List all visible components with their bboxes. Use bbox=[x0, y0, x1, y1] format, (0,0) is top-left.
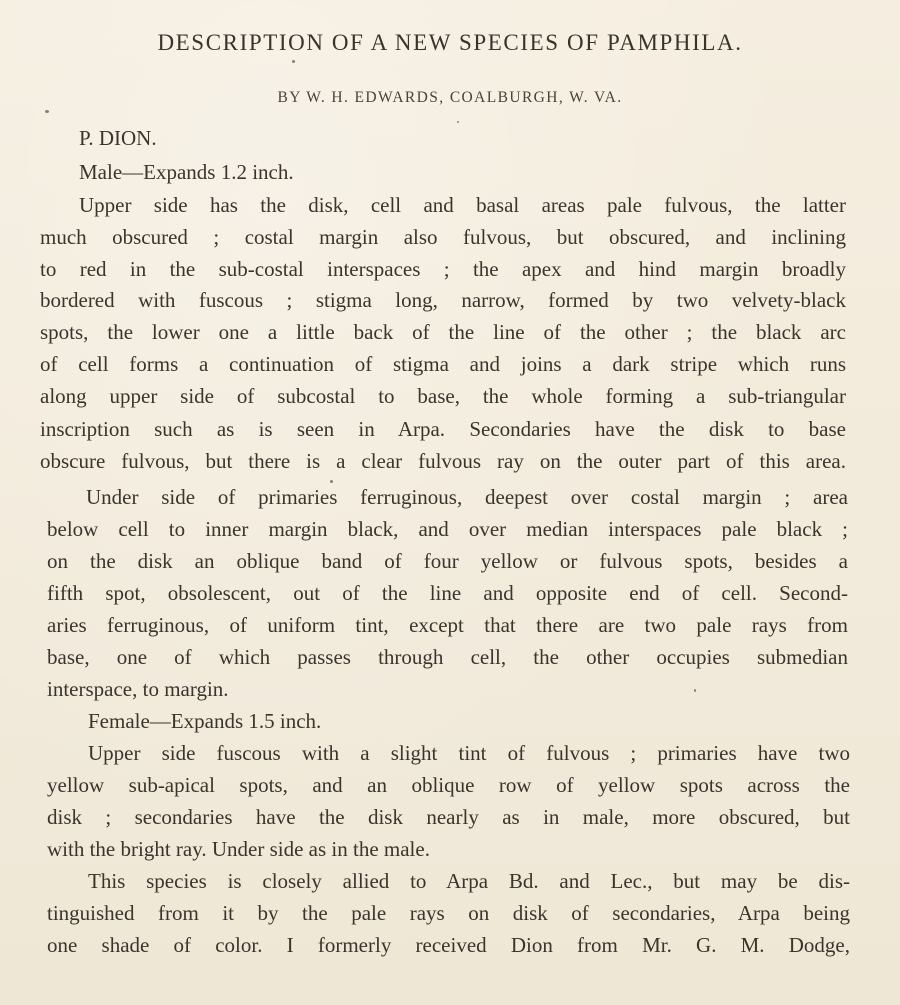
text-line: Upper side has the disk, cell and basal areas pale fulvous, the latter bbox=[79, 193, 846, 217]
species-heading: P. DION. bbox=[79, 126, 157, 150]
paper-speck bbox=[457, 121, 459, 123]
paper-speck bbox=[330, 480, 333, 483]
paper-speck bbox=[292, 60, 295, 63]
paper-speck bbox=[45, 110, 49, 113]
text-line: This species is closely allied to Arpa Bd. and Lec., but may be dis- bbox=[88, 869, 850, 893]
text-line: yellow sub-apical spots, and an oblique row of yellow spots across the bbox=[47, 773, 850, 797]
male-expanse-line: Male—Expands 1.2 inch. bbox=[79, 160, 294, 184]
female-expanse-line: Female—Expands 1.5 inch. bbox=[88, 709, 322, 733]
text-line: with the bright ray. Under side as in the male. bbox=[47, 837, 430, 861]
text-line: tinguished from it by the pale rays on disk of secondaries, Arpa being bbox=[47, 901, 850, 925]
text-line: fifth spot, obsolescent, out of the line and opposite end of cell. Second- bbox=[47, 581, 848, 605]
text-line: base, one of which passes through cell, the other occupies submedian bbox=[47, 645, 848, 669]
text-line: spots, the lower one a little back of the line of the other ; the black arc bbox=[40, 320, 846, 344]
text-line: along upper side of subcostal to base, the whole forming a sub-triangular bbox=[40, 384, 846, 408]
text-line: Upper side fuscous with a slight tint of fulvous ; primaries have two bbox=[88, 741, 850, 765]
paper-speck bbox=[694, 689, 696, 692]
text-line: aries ferruginous, of uniform tint, except that there are two pale rays from bbox=[47, 613, 848, 637]
text-line: to red in the sub-costal interspaces ; the apex and hind margin broadly bbox=[40, 257, 846, 281]
article-title: DESCRIPTION OF A NEW SPECIES OF PAMPHILA. bbox=[157, 30, 743, 55]
text-line: much obscured ; costal margin also fulvous, but obscured, and inclining bbox=[40, 225, 846, 249]
text-line: of cell forms a continuation of stigma and joins a dark stripe which runs bbox=[40, 352, 846, 376]
text-line: one shade of color. I formerly received Dion from Mr. G. M. Dodge, bbox=[47, 933, 850, 957]
text-line: inscription such as is seen in Arpa. Secondaries have the disk to base bbox=[40, 417, 846, 441]
text-line: on the disk an oblique band of four yellow or fulvous spots, besides a bbox=[47, 549, 848, 573]
article-byline: BY W. H. EDWARDS, COALBURGH, W. VA. bbox=[277, 89, 623, 106]
text-line: Under side of primaries ferruginous, deepest over costal margin ; area bbox=[86, 485, 848, 509]
text-line: below cell to inner margin black, and over median interspaces pale black ; bbox=[47, 517, 848, 541]
text-line: obscure fulvous, but there is a clear fulvous ray on the outer part of this area. bbox=[40, 449, 846, 473]
text-line: interspace, to margin. bbox=[47, 677, 229, 701]
text-line: bordered with fuscous ; stigma long, narrow, formed by two velvety-black bbox=[40, 288, 846, 312]
text-line: disk ; secondaries have the disk nearly as in male, more obscured, but bbox=[47, 805, 850, 829]
